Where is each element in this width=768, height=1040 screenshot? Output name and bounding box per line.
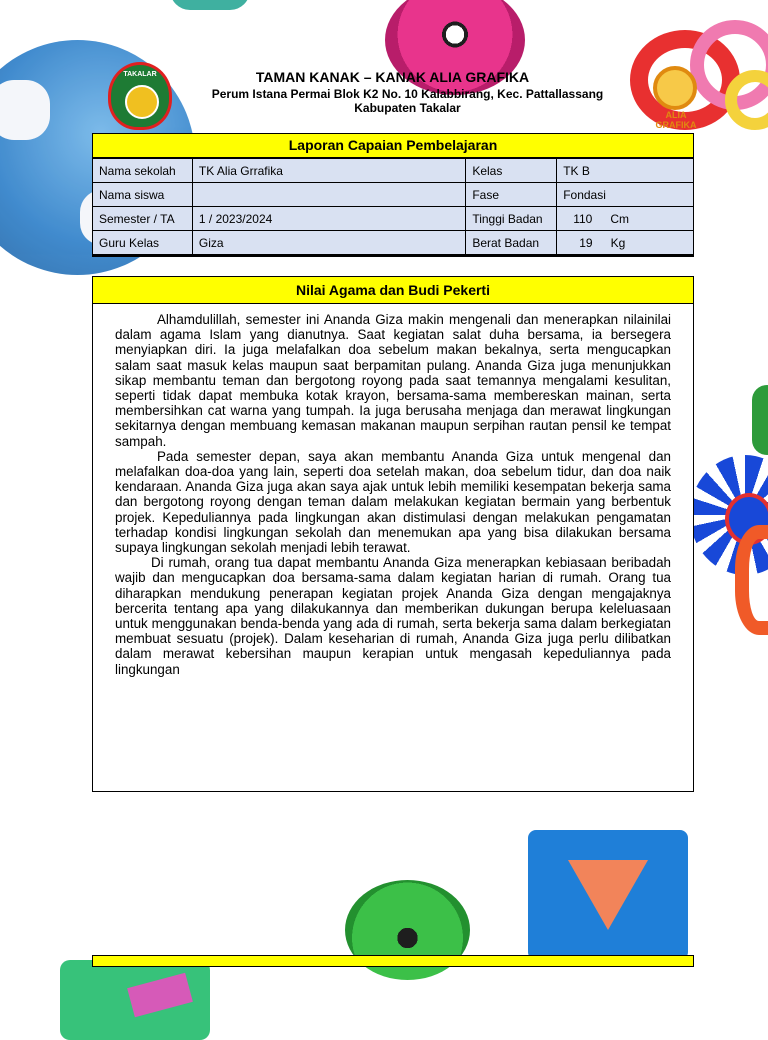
ball-patch [0, 80, 50, 140]
label-class: Kelas [466, 159, 557, 183]
value-teacher: Giza [192, 231, 465, 255]
school-address [190, 87, 625, 115]
letter-v-shape [568, 860, 648, 930]
student-info-table [92, 158, 694, 255]
paragraph-1: Alhamdulillah, semester ini Ananda Giza makin mengenali dan menerapkan nilainilai dalam agama Islam yang dianutnya. Saat kegiatan salat duha bersama, ia bersegera menyiapkan diri. Ia juga melafalkan doa sebelum makan bekalnya, serta mengucapkan salam saat masuk kelas maupun saat berpamitan pulang. Ananda Giza juga menunjukkan sikap membantu teman dan bergotong royong pada saat temannya mengalami kesulitan, seperti tidak dapat membuka kotak krayon, bersama-sama membereskan mainan, serta membersihkan cat warna yang tumpah. Ia juga berusaha menjaga dan merawat lingkungan sekitarnya dengan membuang kemasan makanan maupun serpihan rautan pensil ke tempat sampah. [115, 312, 671, 449]
height-cell [557, 207, 694, 231]
alia-grafika-logo-text: ALIA GRAFIKA [655, 110, 697, 130]
label-height: Tinggi Badan [466, 207, 557, 231]
label-school-name: Nama sekolah [93, 159, 193, 183]
label-student-name: Nama siswa [93, 183, 193, 207]
religion-values-section [92, 276, 694, 792]
label-teacher: Guru Kelas [93, 231, 193, 255]
label-weight: Berat Badan [466, 231, 557, 255]
label-semester: Semester / TA [93, 207, 193, 231]
school-name: TAMAN KANAK – KANAK ALIA GRAFIKA [255, 69, 530, 85]
value-height: 110 [573, 211, 593, 226]
report-info-section [92, 133, 694, 257]
section-title: Nilai Agama dan Budi Pekerti [92, 276, 694, 304]
foam-puzzle-v-decoration [528, 830, 688, 960]
foam-puzzle-decoration [60, 960, 210, 1040]
value-weight: 19 [579, 235, 593, 250]
address-line-2: Kabupaten Takalar [354, 101, 461, 115]
table-row [93, 231, 694, 255]
report-title: Laporan Capaian Pembelajaran [92, 133, 694, 158]
logo-ring-icon [653, 66, 697, 110]
value-phase: Fondasi [557, 183, 694, 207]
unit-weight: Kg [610, 235, 626, 250]
weight-cell [557, 231, 694, 255]
value-semester: 1 / 2023/2024 [192, 207, 465, 231]
paragraph-3: Di rumah, orang tua dapat membantu Ananda Giza menerapkan kebiasaan beribadah wajib dan mengucapkan doa bersama-sama dalam kegiatan harian di rumah. Orang tua diharapkan mendukung penerapan kegiatan projek Ananda Giza dengan mengajaknya bercerita tentang apa yang dilakukannya dan memberikan dukungan berupa keleluasaan untuk menggunakan benda-benda yang ada di rumah, serta bekerja sama dalam berkegiatan membuat sesuatu (projek). Dalam keseharian di rumah, Ananda Giza juga perlu dilibatkan dalam merawat kebersihan maupun kerapian untuk mengasah kepeduliannya pada lingkungan [115, 555, 671, 677]
table-row [93, 159, 694, 183]
table-row [93, 183, 694, 207]
value-student-name [192, 183, 465, 207]
bottom-highlight-bar [92, 955, 694, 967]
green-toy-decoration [752, 385, 768, 455]
orange-ring-decoration [735, 525, 768, 635]
label-phase: Fase [466, 183, 557, 207]
table-bottom-rule [92, 255, 694, 257]
value-school-name: TK Alia Grrafika [192, 159, 465, 183]
table-row [93, 207, 694, 231]
alia-grafika-logo [645, 66, 707, 128]
takalar-logo-text: TAKALAR [123, 71, 157, 78]
narrative-text-box [92, 304, 694, 792]
unit-height: Cm [610, 211, 630, 226]
emblem-icon [125, 85, 159, 119]
address-line-1: Perum Istana Permai Blok K2 No. 10 Kalabbirang, Kec. Pattallassang [211, 87, 604, 101]
paragraph-2: Pada semester depan, saya akan membantu Ananda Giza untuk mengenal dan melafalkan doa-doa yang lain, seperti doa setelah makan, doa sebelum tidur, dan doa naik kendaraan. Ananda Giza juga akan saya ajak untuk lebih memiliki kesempatan bekerja sama dan bergotong royong dengan teman dalam melakukan kegiatan bermain yang berbentuk projek. Kepeduliannya pada lingkungan akan distimulasi dengan melakukan pengamatan terhadap kondisi lingkungan sekolah dan menemukan apa yang bisa dilakukan bersama supaya lingkungan sekolah menjadi lebih terawat. [115, 448, 671, 556]
value-class: TK B [557, 159, 694, 183]
teal-toy-decoration [170, 0, 250, 10]
